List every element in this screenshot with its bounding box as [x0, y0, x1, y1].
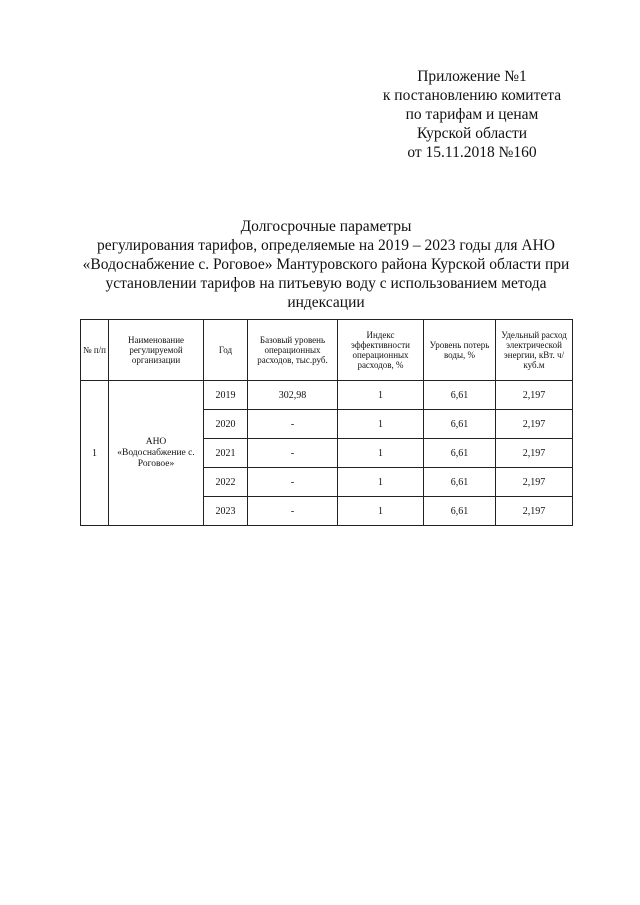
header-water-loss: Уровень потерь воды, %: [424, 320, 496, 381]
appendix-line: к постановлению комитета: [382, 87, 562, 104]
table-header-row: [81, 320, 573, 381]
title-line: регулирования тарифов, определяемые на 2019 – 2023 годы для АНО: [97, 237, 555, 254]
base-cost-cell: 302,98: [248, 381, 338, 410]
efficiency-index-cell: 1: [338, 381, 424, 410]
title-line: «Водоснабжение с. Роговое» Мантуровского района Курской области при: [82, 256, 570, 273]
appendix-line: от 15.11.2018 №160: [407, 144, 537, 161]
water-loss-cell: 6,61: [424, 381, 496, 410]
year-cell: 2022: [204, 468, 248, 497]
header-year: Год: [204, 320, 248, 381]
organization-cell: АНО «Водоснабжение с. Роговое»: [109, 381, 204, 526]
base-cost-cell: -: [248, 497, 338, 526]
row-number-cell: 1: [81, 381, 109, 526]
efficiency-index-cell: 1: [338, 439, 424, 468]
appendix-line: Приложение №1: [417, 68, 527, 85]
appendix-block: [362, 67, 582, 162]
efficiency-index-cell: 1: [338, 468, 424, 497]
base-cost-cell: -: [248, 410, 338, 439]
water-loss-cell: 6,61: [424, 410, 496, 439]
header-base-cost: Базовый уровень операционных расходов, тыс.руб.: [248, 320, 338, 381]
base-cost-cell: -: [248, 439, 338, 468]
energy-cell: 2,197: [496, 410, 573, 439]
title-line: установлении тарифов на питьевую воду с использованием метода: [105, 275, 547, 292]
energy-cell: 2,197: [496, 497, 573, 526]
header-organization: Наименование регулируемой организации: [109, 320, 204, 381]
year-cell: 2023: [204, 497, 248, 526]
energy-cell: 2,197: [496, 468, 573, 497]
tariff-parameters-table: [80, 319, 573, 526]
title-line: Долгосрочные параметры: [240, 218, 412, 235]
water-loss-cell: 6,61: [424, 439, 496, 468]
energy-cell: 2,197: [496, 439, 573, 468]
appendix-line: по тарифам и ценам: [405, 106, 539, 123]
year-cell: 2021: [204, 439, 248, 468]
header-efficiency-index: Индекс эффективности операционных расходов, %: [338, 320, 424, 381]
efficiency-index-cell: 1: [338, 410, 424, 439]
appendix-line: Курской области: [416, 125, 528, 142]
year-cell: 2019: [204, 381, 248, 410]
document-title: [70, 217, 582, 312]
efficiency-index-cell: 1: [338, 497, 424, 526]
base-cost-cell: -: [248, 468, 338, 497]
water-loss-cell: 6,61: [424, 497, 496, 526]
table-row: [81, 381, 573, 410]
header-energy-consumption: Удельный расход электрической энергии, кВт. ч/куб.м: [496, 320, 573, 381]
water-loss-cell: 6,61: [424, 468, 496, 497]
year-cell: 2020: [204, 410, 248, 439]
energy-cell: 2,197: [496, 381, 573, 410]
header-number: № п/п: [81, 320, 109, 381]
title-line: индексации: [287, 294, 365, 311]
